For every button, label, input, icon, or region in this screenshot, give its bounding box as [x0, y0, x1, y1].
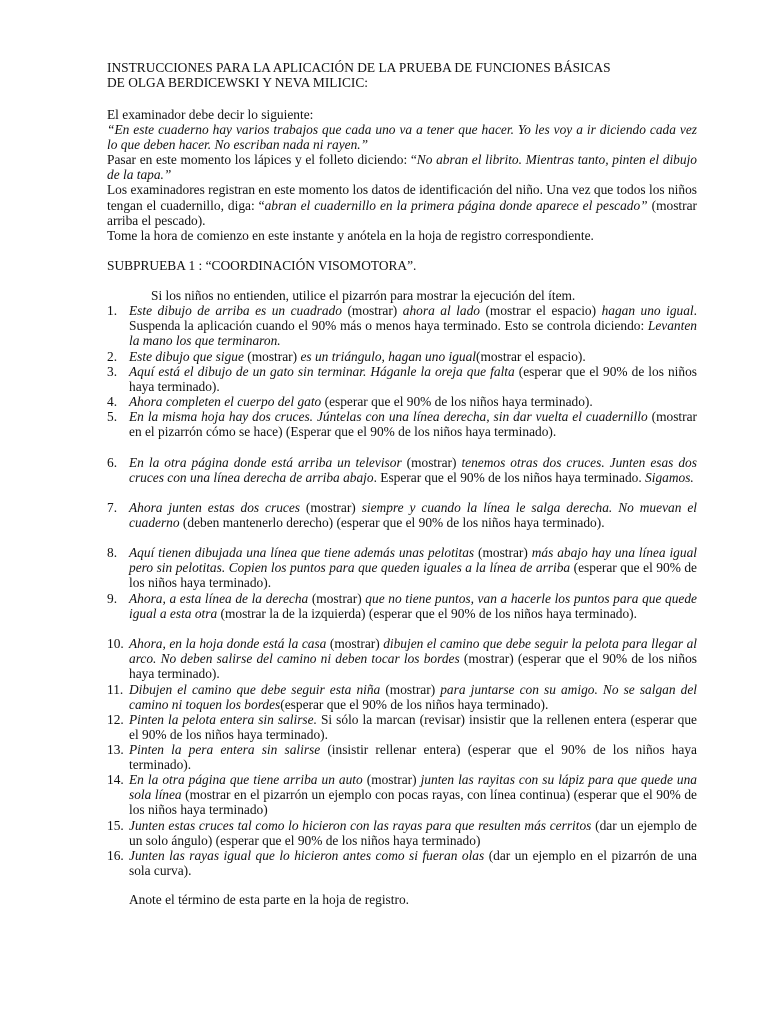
item-examiner-note: (dar un ejemplo de un solo ángulo) (esperar que el 90% de los niños haya terminado): [129, 818, 697, 849]
item-spoken-instruction: Aquí tienen dibujada una línea que tiene además unas pelotitas: [129, 545, 475, 560]
item-number: 10.: [107, 636, 124, 651]
item-examiner-note: Si sólo la marcan (revisar) insistir que la rellenen entera (esperar que el 90% de los niños haya terminado).: [129, 712, 697, 743]
instruction-item: [107, 500, 697, 530]
item-spoken-instruction: Aquí está el dibujo de un gato sin terminar. Háganle la oreja que falta: [129, 364, 515, 379]
instruction-item: [107, 848, 697, 878]
item-text: [129, 364, 697, 394]
item-text: [129, 409, 697, 439]
item-text: [129, 772, 697, 817]
item-spoken-instruction: Pinten la pelota entera sin salirse.: [129, 712, 317, 727]
instruction-item: [107, 349, 697, 364]
item-spoken-instruction: Ahora, en la hoja donde está la casa: [129, 636, 327, 651]
item-examiner-note: (mostrar): [380, 682, 441, 697]
instruction-item: [107, 818, 697, 848]
item-number: 4.: [107, 394, 118, 409]
item-spoken-instruction: Este dibujo de arriba es un cuadrado: [129, 303, 342, 318]
item-examiner-note: (esperar que el 90% de los niños haya terminado).: [129, 364, 697, 395]
item-examiner-note: (esperar que el 90% de los niños haya terminado).: [321, 394, 593, 409]
item-spoken-instruction: siempre y cuando la línea le salga derecha. No muevan el cuaderno: [129, 500, 697, 531]
item-examiner-note: . Suspenda la aplicación cuando el 90% más o menos haya terminado. Esto se controla diciendo:: [129, 303, 697, 334]
item-text: [129, 394, 697, 409]
intro-p4-text: Los examinadores registran en este momento los datos de identificación del niño. Una vez que todos los niños tengan el cuadernillo, diga: “: [107, 182, 697, 213]
item-number: 2.: [107, 349, 118, 364]
subtest-heading: SUBPRUEBA 1 : “COORDINACIÓN VISOMOTORA”.: [107, 258, 417, 273]
item-spoken-instruction: En la otra página que tiene arriba un auto: [129, 772, 363, 787]
instruction-item: [107, 303, 697, 348]
instruction-item: [107, 364, 697, 394]
item-examiner-note: (mostrar): [474, 545, 532, 560]
item-examiner-note: (insistir rellenar entera) (esperar que el 90% de los niños haya terminado).: [129, 742, 697, 773]
item-text: [129, 712, 697, 742]
intro-quote-text: “En este cuaderno hay varios trabajos que cada uno va a tener que hacer. Yo les voy a ir diciendo cada vez lo que deben hacer. No escriban nada ni rayen.”: [107, 122, 697, 153]
item-examiner-note: (dar un ejemplo en el pizarrón de una sola curva).: [129, 848, 698, 879]
item-spoken-instruction: Dibujen el camino que debe seguir esta niña: [129, 682, 381, 697]
item-number: 13.: [107, 742, 124, 757]
item-examiner-note: (mostrar la de la izquierda) (esperar que el 90% de los niños haya terminado).: [217, 606, 637, 622]
intro-p4-tail: (mostrar arriba el pescado).: [107, 197, 697, 228]
item-spoken-instruction: Ahora completen el cuerpo del gato: [129, 394, 322, 409]
item-number: 8.: [107, 545, 118, 560]
item-number: 16.: [107, 848, 124, 863]
item-spoken-instruction: Junten las rayas igual que lo hicieron antes como si fueran olas: [129, 848, 485, 863]
instruction-item: [107, 409, 697, 439]
item-text: [129, 455, 697, 485]
item-spoken-instruction: Ahora, a esta línea de la derecha: [129, 591, 309, 606]
instruction-item: [107, 455, 697, 485]
item-examiner-note: (mostrar): [308, 591, 366, 606]
item-spoken-instruction: hagan uno igual: [601, 303, 694, 318]
item-spoken-instruction: Sigamos.: [645, 470, 694, 486]
intro-paragraph-5: Tome la hora de comienzo en este instante y anótela en la hoja de registro correspondiente.: [107, 227, 594, 243]
item-text: [129, 682, 697, 712]
item-number: 1.: [107, 303, 118, 318]
intro-paragraph-4: [107, 182, 697, 227]
item-spoken-instruction: Levanten la mano los que terminaron.: [129, 318, 697, 349]
item-text: [129, 303, 697, 348]
instruction-item: [107, 712, 697, 742]
intro-p3-quote: No abran el librito. Mientras tanto, pinten el dibujo de la tapa.”: [107, 152, 697, 183]
instruction-item: [107, 394, 697, 409]
item-spoken-instruction: Pinten la pera entera sin salirse: [129, 742, 321, 757]
item-number: 6.: [107, 455, 118, 470]
item-examiner-note: (mostrar): [300, 500, 362, 515]
intro-p4-quote: abran el cuadernillo en la primera página donde aparece el pescado”: [264, 197, 648, 213]
intro-paragraph-1: El examinador debe decir lo siguiente:: [107, 107, 314, 122]
intro-section: [107, 107, 697, 243]
closing-note: Anote el término de esta parte en la hoja de registro.: [129, 892, 409, 907]
item-spoken-instruction: dibujen el camino que debe seguir la pelota para llegar al arco. No deben salirse del camino ni deben tocar los bordes: [129, 636, 698, 667]
item-spoken-instruction: Ahora junten estas dos cruces: [129, 500, 300, 515]
item-examiner-note: (mostrar el espacio): [479, 303, 602, 318]
item-spoken-instruction: para juntarse con su amigo. No se salgan del camino ni toquen los bordes: [129, 682, 697, 713]
item-spoken-instruction: que no tiene puntos, van a hacerle los puntos para que quede igual a esta otra: [129, 591, 697, 622]
item-examiner-note: (esperar que el 90% de los niños haya terminado).: [280, 697, 549, 713]
item-spoken-instruction: En la otra página donde está arriba un televisor: [129, 455, 402, 470]
item-number: 5.: [107, 409, 118, 424]
item-examiner-note: (mostrar en el pizarrón un ejemplo con pocas rayas, con línea continua) (esperar que el 90% de los niños haya terminado): [129, 787, 697, 818]
item-examiner-note: (mostrar el espacio).: [476, 349, 586, 364]
item-examiner-note: . Esperar que el 90% de los niños haya terminado.: [373, 470, 646, 486]
item-number: 14.: [107, 772, 124, 787]
intro-p3-text: Pasar en este momento los lápices y el folleto diciendo: “: [107, 152, 417, 168]
item-examiner-note: (mostrar en el pizarrón cómo se hace) (Esperar que el 90% de los niños haya terminado).: [129, 409, 697, 440]
item-examiner-note: (mostrar): [326, 636, 384, 651]
title-line-2: DE OLGA BERDICEWSKI Y NEVA MILICIC:: [107, 75, 368, 91]
item-text: [129, 848, 697, 878]
subtest-lead: Si los niños no entienden, utilice el pizarrón para mostrar la ejecución del ítem.: [151, 288, 576, 303]
item-spoken-instruction: Junten estas cruces tal como lo hicieron con las rayas para que resulten más cerritos: [129, 818, 592, 833]
item-spoken-instruction: Este dibujo que sigue: [129, 349, 244, 364]
intro-quote: [107, 122, 697, 152]
item-examiner-note: (mostrar): [401, 455, 462, 470]
instruction-item: [107, 545, 697, 590]
item-examiner-note: (deben mantenerlo derecho) (esperar que el 90% de los niños haya terminado).: [179, 515, 605, 531]
item-examiner-note: (mostrar) (esperar que el 90% de los niños haya terminado).: [129, 651, 697, 682]
item-text: [129, 818, 697, 848]
item-spoken-instruction: En la misma hoja hay dos cruces. Júntelas con una línea derecha, sin dar vuelta el cuadernillo: [129, 409, 648, 424]
item-examiner-note: (mostrar): [243, 349, 301, 364]
item-spoken-instruction: junten las rayitas con su lápiz para que quede una sola línea: [129, 772, 697, 803]
instruction-item: [107, 682, 697, 712]
item-text: [129, 500, 697, 530]
instruction-item: [107, 742, 697, 772]
item-spoken-instruction: más abajo hay una línea igual pero sin pelotitas. Copien los puntos para que queden iguales a la línea de arriba: [129, 545, 697, 576]
document-title: [107, 60, 697, 90]
item-examiner-note: (esperar que el 90% de los niños haya terminado).: [129, 560, 697, 591]
item-text: [129, 742, 697, 772]
item-text: [129, 636, 697, 681]
item-spoken-instruction: tenemos otras dos cruces. Junten esas dos cruces con una línea derecha de arriba abajo: [129, 455, 697, 486]
item-number: 11.: [107, 682, 124, 697]
item-number: 7.: [107, 500, 118, 515]
title-line-1: INSTRUCCIONES PARA LA APLICACIÓN DE LA PRUEBA DE FUNCIONES BÁSICAS: [107, 60, 611, 75]
item-examiner-note: (mostrar): [341, 303, 403, 318]
instruction-item: [107, 591, 697, 621]
intro-paragraph-3: [107, 152, 697, 182]
item-examiner-note: (mostrar): [362, 772, 421, 787]
item-text: [129, 349, 697, 364]
item-number: 12.: [107, 712, 124, 727]
item-number: 9.: [107, 591, 118, 606]
item-number: 3.: [107, 364, 118, 379]
item-number: 15.: [107, 818, 124, 833]
item-text: [129, 545, 697, 590]
instruction-item: [107, 636, 697, 681]
instruction-item: [107, 772, 697, 817]
item-spoken-instruction: ahora al lado: [402, 303, 480, 318]
item-spoken-instruction: es un triángulo, hagan uno igual: [300, 349, 477, 364]
item-text: [129, 591, 697, 621]
